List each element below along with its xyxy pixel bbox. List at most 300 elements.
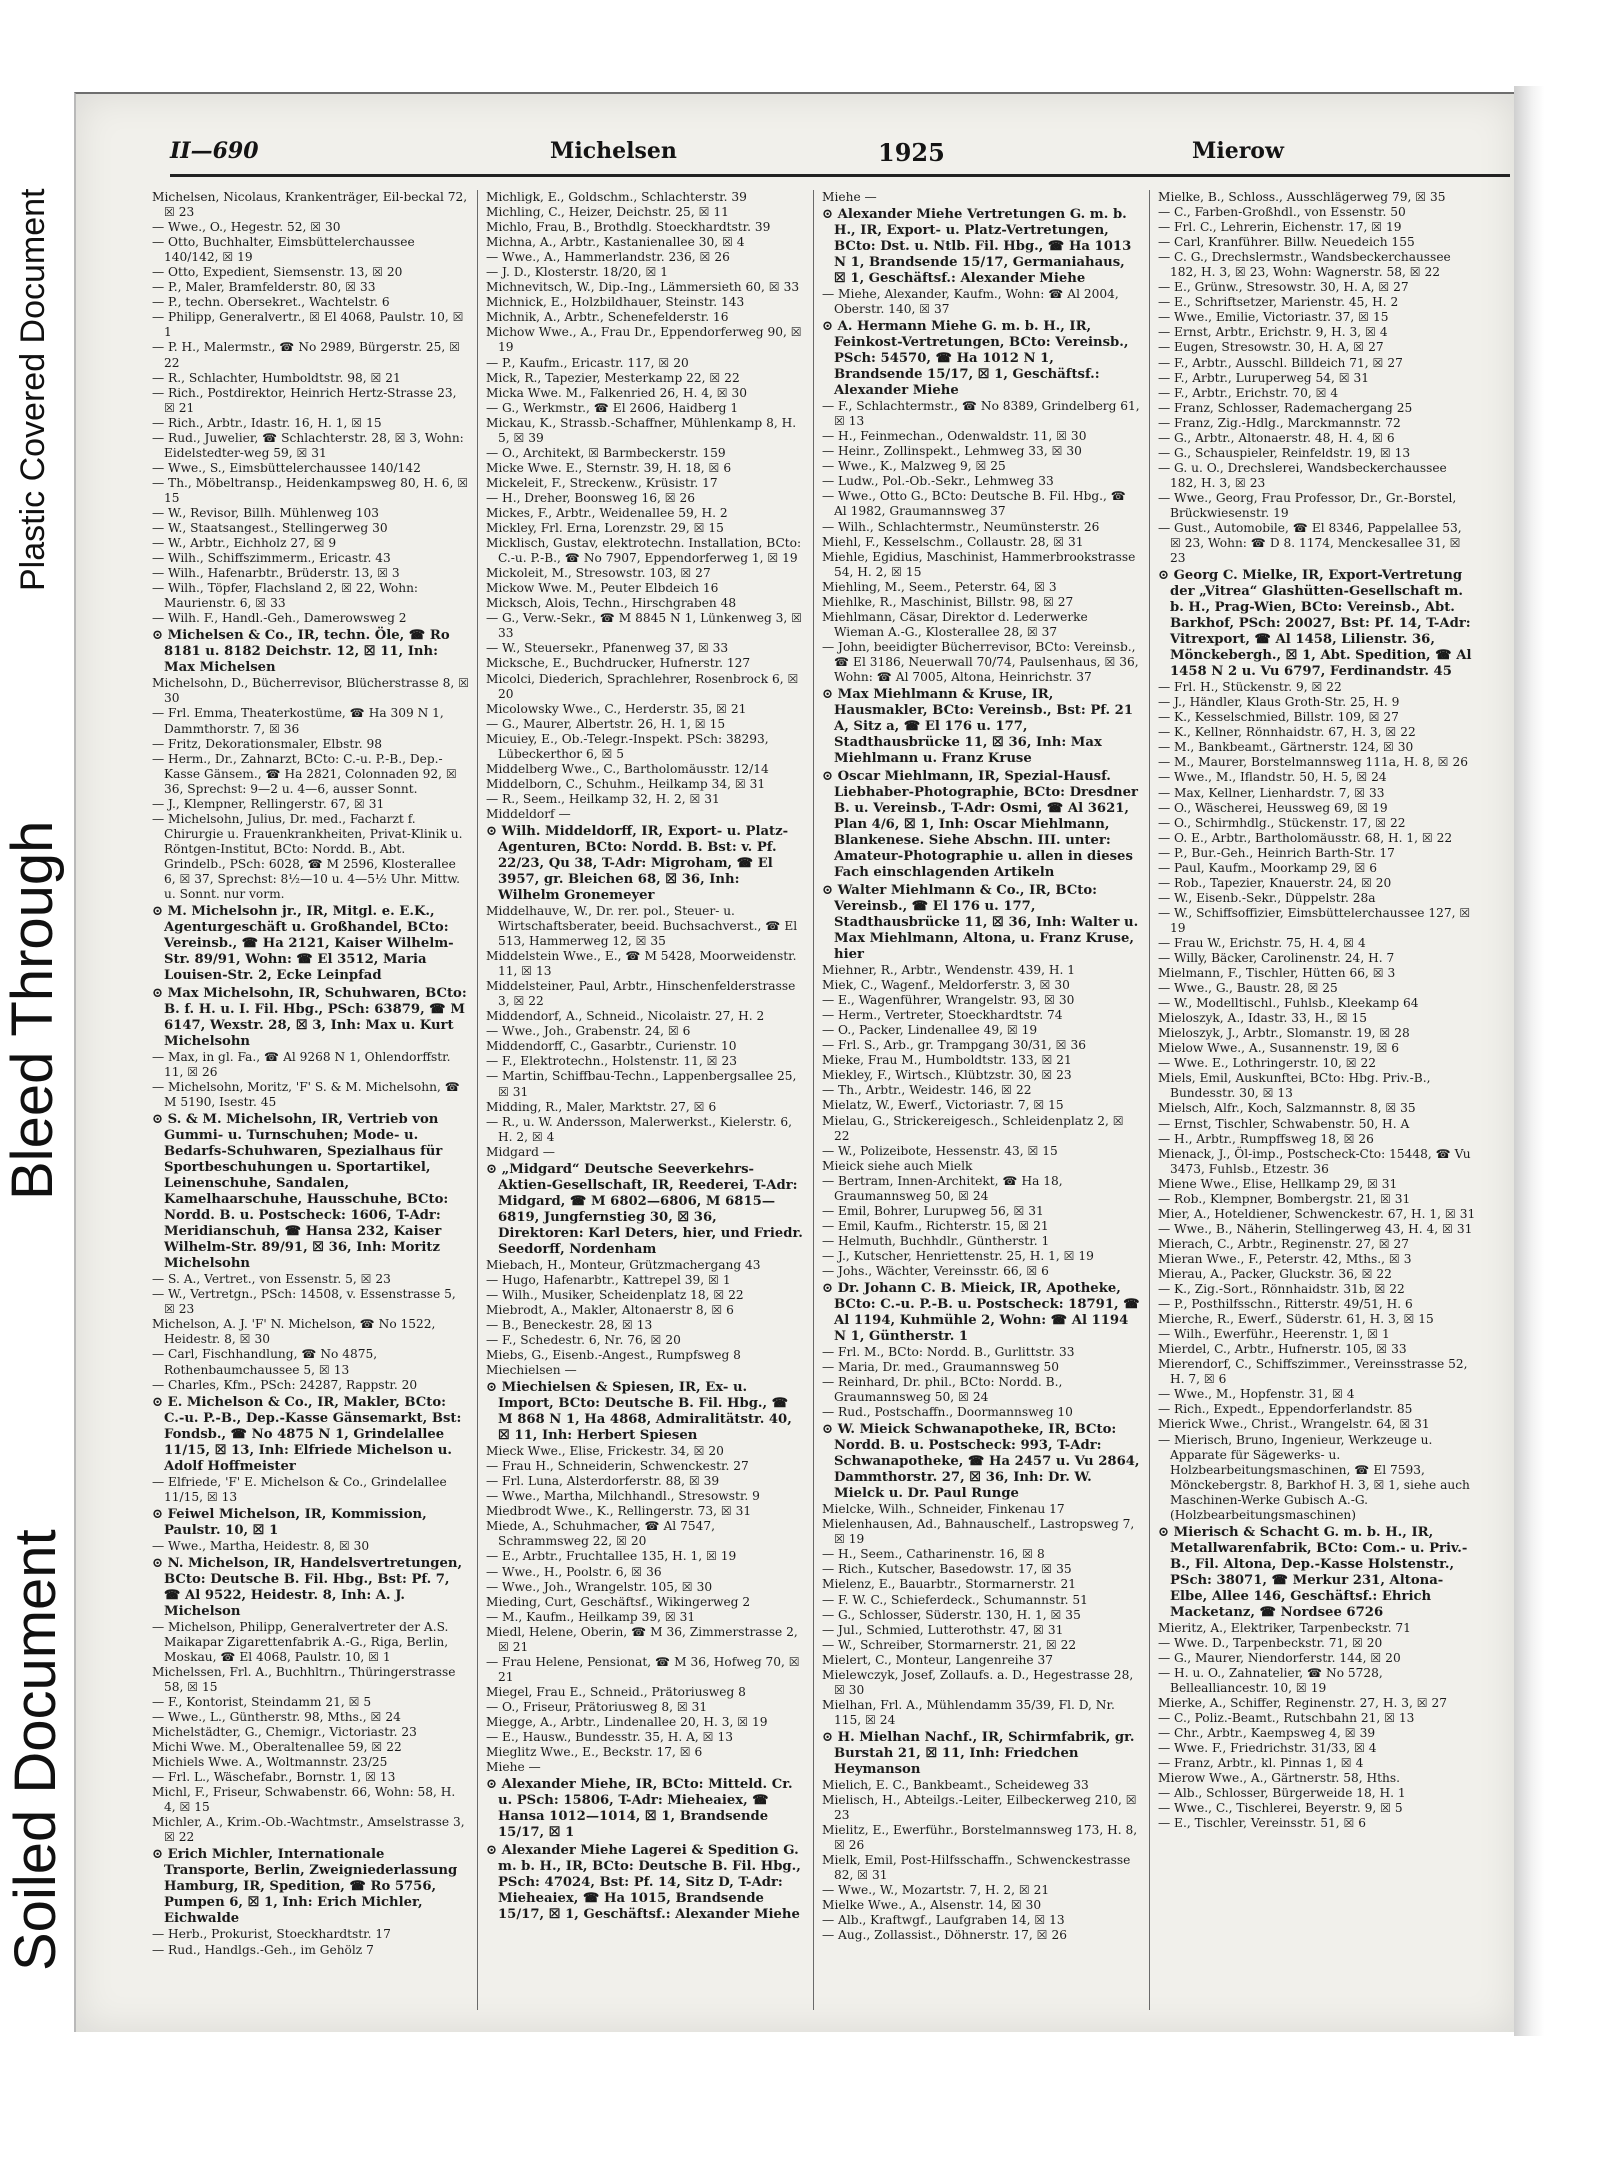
directory-entry: — O., Schirmhdlg., Stückenstr. 17, ☒ 22 — [1158, 815, 1406, 830]
directory-entry: Michelson, A. J. 'F' N. Michelson, ☎ No 1522, Heidestr. 8, ☒ 30 — [152, 1317, 436, 1347]
directory-entry: Miehl, F., Kesselschm., Collaustr. 28, ☒ 31 — [822, 534, 1084, 549]
directory-entry: — G., Maurer, Albertstr. 26, H. 1, ☒ 15 — [486, 716, 726, 731]
directory-entry: — Herm., Dr., Zahnarzt, BCto: C.-u. P.-B., Dep.-Kasse Gänsem., ☎ Ha 2821, Colonnaden 92, ☒ 36, Sprechst: 9—2 u. 4—6, ausser Sonnt. — [152, 751, 457, 796]
directory-entry: — F., Arbtr., Erichstr. 70, ☒ 4 — [1158, 385, 1339, 400]
directory-entry: — Alb., Kraftwgf., Laufgraben 14, ☒ 13 — [822, 1913, 1065, 1928]
directory-entry: — C., Poliz.-Beamt., Rutschbahn 21, ☒ 13 — [1158, 1711, 1415, 1726]
directory-entry: Mielenhausen, Ad., Bahnauschelf., Lastropsweg 7, ☒ 19 — [822, 1517, 1135, 1547]
directory-entry: — M., Maurer, Borstelmannsweg 111a, H. 8, ☒ 26 — [1158, 755, 1468, 770]
directory-entry: — F., Arbtr., Luruperweg 54, ☒ 31 — [1158, 370, 1370, 385]
directory-entry: — W., Staatsangest., Stellingerweg 30 — [152, 521, 388, 536]
directory-entry: — Emil, Bohrer, Lurupweg 56, ☒ 31 — [822, 1203, 1044, 1218]
directory-entry: — Wilh., Schlachtermstr., Neumünsterstr. 26 — [822, 519, 1100, 534]
directory-entry: — W., Revisor, Billh. Mühlenweg 103 — [152, 505, 380, 520]
directory-entry: — Franz, Schlosser, Rademachergang 25 — [1158, 400, 1413, 415]
directory-entry: — Herb., Prokurist, Stoeckhardtstr. 17 — [152, 1927, 391, 1942]
directory-entry: Mielke, B., Schloss., Ausschlägerweg 79, ☒ 35 — [1158, 190, 1446, 204]
directory-entry: — Gust., Automobile, ☎ El 8346, Pappelallee 53, ☒ 23, Wohn: ☎ D 8. 1174, Menckesallee 31, ☒ 23 — [1158, 521, 1462, 566]
directory-entry: — G., Arbtr., Altonaerstr. 48, H. 4, ☒ 6 — [1158, 430, 1395, 445]
directory-entry: — Wilh., Musiker, Scheidenplatz 18, ☒ 22 — [486, 1287, 744, 1302]
directory-entry: — Rich., Postdirektor, Heinrich Hertz-Strasse 23, ☒ 21 — [152, 385, 457, 415]
directory-entry: Michelsohn, D., Bücherrevisor, Blücherstrasse 8, ☒ 30 — [152, 676, 470, 706]
directory-entry: Mickow Wwe. M., Peuter Elbdeich 16 — [486, 581, 719, 596]
directory-entry: — F., Arbtr., Ausschl. Billdeich 71, ☒ 27 — [1158, 355, 1403, 370]
directory-entry: — Wilh., Schiffszimmerm., Ericastr. 43 — [152, 551, 391, 566]
directory-entry: Middelborn, C., Schuhm., Heilkamp 34, ☒ 31 — [486, 776, 766, 791]
directory-entry: — P., Bur.-Geh., Heinrich Barth-Str. 17 — [1158, 845, 1395, 860]
directory-entry: — Max, in gl. Fa., ☎ Al 9268 N 1, Ohlendorffstr. 11, ☒ 26 — [152, 1050, 451, 1080]
directory-entry: Micke Wwe. E., Sternstr. 39, H. 18, ☒ 6 — [486, 460, 732, 475]
directory-entry: — Rud., Juwelier, ☎ Schlachterstr. 28, ☒ 3, Wohn: Eidelstedter-weg 59, ☒ 31 — [152, 430, 464, 460]
directory-entry: — W., Polizeibote, Hessenstr. 43, ☒ 15 — [822, 1143, 1058, 1158]
directory-column-1 — [152, 190, 470, 2020]
directory-entry: Mickeleit, F., Streckenw., Krüsistr. 17 — [486, 475, 718, 490]
directory-entry: — Rich., Expedt., Eppendorferlandstr. 85 — [1158, 1402, 1413, 1417]
directory-entry: — Frl. C., Lehrerin, Eichenstr. 17, ☒ 19 — [1158, 220, 1402, 235]
directory-entry: — Wwe., M., Iflandstr. 50, H. 5, ☒ 24 — [1158, 770, 1387, 785]
directory-entry: — K., Kesselschmied, Billstr. 109, ☒ 27 — [1158, 710, 1399, 725]
directory-entry: — H., Feinmechan., Odenwaldstr. 11, ☒ 30 — [822, 429, 1087, 444]
directory-entry: — Eugen, Stresowstr. 30, H. A, ☒ 27 — [1158, 340, 1384, 355]
directory-entry: Mierach, C., Arbtr., Reginenstr. 27, ☒ 27 — [1158, 1236, 1410, 1251]
directory-entry: — Heinr., Zollinspekt., Lehmweg 33, ☒ 30 — [822, 444, 1082, 459]
directory-entry: — Wwe. D., Tarpenbeckstr. 71, ☒ 20 — [1158, 1635, 1383, 1650]
directory-entry: — P. H., Malermstr., ☎ No 2989, Bürgerstr. 25, ☒ 22 — [152, 340, 461, 370]
directory-entry: — Paul, Kaufm., Moorkamp 29, ☒ 6 — [1158, 860, 1378, 875]
directory-entry: ⊙ Georg C. Mielke, IR, Export-Vertretung der „Vitrea“ Glashütten-Gesellschaft m. b. H., Prag-Wien, BCto: Vereinsb., Abt. Barkhof, PSch: 20027, Bst: Pf. 14, T-Adr: Vitrexport, ☎ Al 1458, Lilienstr. 36, Mönckebergh., ☒ 1, Abt. Spedition, ☎ Al 1458 N 2 u. Vu 6797, Ferdinandstr. 45 — [1158, 568, 1472, 680]
column-divider — [1149, 190, 1150, 2010]
directory-entry: — J., Kutscher, Henriettenstr. 25, H. 1, ☒ 19 — [822, 1248, 1094, 1263]
directory-entry: — Charles, Kfm., PSch: 24287, Rappstr. 20 — [152, 1377, 418, 1392]
directory-entry: ⊙ Alexander Miehe Lagerei & Spedition G. m. b. H., IR, BCto: Deutsche B. Fil. Hbg., PSch: 47024, Bst: Pf. 14, Sitz D, T-Adr: Mieheaiex, ☎ Ha 1015, Brandsende 15/17, ☒ 1, Geschäftsf.: Alexander Miehe — [486, 1843, 801, 1923]
directory-entry: — Wwe., A., Hammerlandstr. 236, ☒ 26 — [486, 250, 730, 265]
directory-entry: — Wilh., Ewerführ., Heerenstr. 1, ☒ 1 — [1158, 1327, 1390, 1342]
page-header — [170, 138, 1510, 178]
directory-entry: — Wilh., Töpfer, Flachsland 2, ☒ 22, Wohn: Maurienstr. 6, ☒ 33 — [152, 581, 419, 611]
directory-entry: — Rich., Arbtr., Idastr. 16, H. 1, ☒ 15 — [152, 415, 382, 430]
directory-entry: — R., Seem., Heilkamp 32, H. 2, ☒ 31 — [486, 791, 720, 806]
directory-entry: — C., Farben-Großhdl., von Essenstr. 50 — [1158, 205, 1406, 220]
directory-entry: — Willy, Bäcker, Carolinenstr. 24, H. 7 — [1158, 951, 1395, 966]
directory-entry: Mierow Wwe., A., Gärtnerstr. 58, Hths. — [1158, 1771, 1401, 1786]
directory-entry: — Aug., Zollassist., Döhnerstr. 17, ☒ 26 — [822, 1928, 1067, 1943]
directory-entry: Mielitz, E., Ewerführ., Borstelmannsweg 173, H. 8, ☒ 26 — [822, 1823, 1138, 1853]
directory-entry: — F. W. C., Schieferdeck., Schumannstr. 51 — [822, 1592, 1088, 1607]
directory-entry: ⊙ Alexander Miehe Vertretungen G. m. b. H., IR, Export- u. Platz-Vertretungen, BCto: Dst. u. Ntlb. Fil. Hbg., ☎ Ha 1013 N 1, Brandsende 15/17, Germaniahaus, ☒ 1, Geschäftsf.: Alexander Miehe — [822, 207, 1132, 287]
directory-entry: — O., Wäscherei, Heussweg 69, ☒ 19 — [1158, 800, 1388, 815]
directory-entry: — E., Grünw., Stresowstr. 30, H. A, ☒ 27 — [1158, 280, 1409, 295]
directory-entry: Mielewczyk, Josef, Zollaufs. a. D., Hegestrasse 28, ☒ 30 — [822, 1667, 1134, 1697]
directory-entry: — Franz, Arbtr., kl. Pinnas 1, ☒ 4 — [1158, 1756, 1364, 1771]
directory-entry: — E., Wagenführer, Wrangelstr. 93, ☒ 30 — [822, 993, 1075, 1008]
page-edge — [1514, 86, 1544, 2036]
directory-entry: — Wwe. F., Friedrichstr. 31/33, ☒ 4 — [1158, 1741, 1377, 1756]
directory-entry: ⊙ Miechielsen & Spiesen, IR, Ex- u. Import, BCto: Deutsche B. Fil. Hbg., ☎ M 868 N 1, Ha 4868, Admiralitätstr. 40, ☒ 11, Inh: Herbert Spiesen — [486, 1380, 792, 1444]
directory-entry: ⊙ „Midgard“ Deutsche Seeverkehrs-Aktien-Gesellschaft, IR, Reederei, T-Adr: Midgard, ☎ M 6802—6806, M 6815—6819, Jungfernstieg 30, ☒ 36, Direktoren: Karl Deters, hier, und Friedr. Seedorff, Nordenham — [486, 1161, 803, 1257]
directory-entry: Mierdel, C., Arbtr., Hufnerstr. 105, ☒ 33 — [1158, 1342, 1407, 1357]
directory-entry: — Wwe., K., Malzweg 9, ☒ 25 — [822, 459, 1006, 474]
directory-entry: Mieloszyk, A., Idastr. 33, H., ☒ 15 — [1158, 1011, 1368, 1026]
directory-entry: Michow Wwe., A., Frau Dr., Eppendorferweg 90, ☒ 19 — [486, 325, 802, 355]
directory-entry: — Elfriede, 'F' E. Michelson & Co., Grindelallee 11/15, ☒ 13 — [152, 1474, 447, 1504]
directory-entry: Mielcke, Wilh., Schneider, Finkenau 17 — [822, 1502, 1065, 1517]
directory-entry: Mier, A., Hoteldiener, Schwenckestr. 67, H. 1, ☒ 31 — [1158, 1206, 1476, 1221]
directory-entry: — Wwe., M., Hopfenstr. 31, ☒ 4 — [1158, 1387, 1355, 1402]
directory-entry: — Jul., Schmied, Lutterothstr. 47, ☒ 31 — [822, 1622, 1064, 1637]
directory-entry: — W., Eisenb.-Sekr., Düppelstr. 28a — [1158, 890, 1376, 905]
directory-entry: Mielau, G., Strickereigesch., Schleidenplatz 2, ☒ 22 — [822, 1113, 1124, 1143]
directory-entry: Michligk, E., Goldschm., Schlachterstr. 39 — [486, 190, 747, 204]
directory-entry: — Frl. H., Stückenstr. 9, ☒ 22 — [1158, 680, 1342, 695]
directory-entry: ⊙ M. Michelsohn jr., IR, Mitgl. e. E.K., Agenturgeschäft u. Großhandel, BCto: Vereinsb., ☎ Ha 2121, Kaiser Wilhelm-Str. 89/91, Wohn: ☎ El 3512, Maria Louisen-Str. 2, Ecke Leinpfad — [152, 904, 454, 984]
directory-entry: — F., Kontorist, Steindamm 21, ☒ 5 — [152, 1695, 372, 1709]
directory-entry: Michnevitsch, W., Dip.-Ing., Lämmersieth 60, ☒ 33 — [486, 280, 800, 295]
directory-entry: Mieglitz Wwe., E., Beckstr. 17, ☒ 6 — [486, 1745, 703, 1760]
header-year: 1925 — [878, 138, 945, 167]
directory-entry: Michiels Wwe. A., Woltmannstr. 23/25 — [152, 1755, 388, 1770]
directory-entry: Mielenz, E., Bauarbtr., Stormarnerstr. 21 — [822, 1577, 1077, 1592]
directory-entry: — Rud., Postschaffn., Doormannsweg 10 — [822, 1405, 1073, 1420]
directory-entry: — Michelson, Philipp, Generalvertreter der A.S. Maikapar Zigarettenfabrik A.-G., Riga, Berlin, Moskau, ☎ El 4068, Paulstr. 10, ☒ 1 — [152, 1619, 449, 1664]
directory-column-3 — [822, 190, 1140, 2020]
directory-entry: — Wilh., Hafenarbtr., Brüderstr. 13, ☒ 3 — [152, 566, 400, 581]
directory-entry: — H. u. O., Zahnatelier, ☎ No 5728, Bellealliancestr. 10, ☒ 19 — [1158, 1665, 1383, 1695]
directory-entry: Michler, A., Krim.-Ob.-Wachtmstr., Amselstrasse 3, ☒ 22 — [152, 1815, 465, 1845]
header-last-name: Mierow — [1192, 138, 1284, 164]
directory-entry: — Frau W., Erichstr. 75, H. 4, ☒ 4 — [1158, 935, 1366, 950]
directory-entry: Mickoleit, M., Stresowstr. 103, ☒ 27 — [486, 566, 711, 581]
directory-entry: — E., Tischler, Vereinsstr. 51, ☒ 6 — [1158, 1816, 1367, 1831]
directory-entry: — Wwe., O., Hegestr. 52, ☒ 30 — [152, 220, 341, 235]
directory-entry: — Miehe, Alexander, Kaufm., Wohn: ☎ Al 2004, Oberstr. 140, ☒ 37 — [822, 287, 1119, 317]
directory-entry: Michnik, A., Arbtr., Schenefelderstr. 16 — [486, 310, 729, 325]
directory-entry: Mickley, Frl. Erna, Lorenzstr. 29, ☒ 15 — [486, 521, 724, 536]
directory-entry: — Wwe., S., Eimsbüttelerchaussee 140/142 — [152, 460, 421, 475]
directory-entry: Micksche, E., Buchdrucker, Hufnerstr. 127 — [486, 656, 751, 671]
directory-entry: — Chr., Arbtr., Kaempsweg 4, ☒ 39 — [1158, 1726, 1376, 1741]
directory-entry: Michl, F., Friseur, Schwabenstr. 66, Wohn: 58, H. 4, ☒ 15 — [152, 1785, 456, 1815]
directory-entry: — G., Maurer, Niendorferstr. 144, ☒ 20 — [1158, 1650, 1401, 1665]
directory-entry: Micksch, Alois, Techn., Hirschgraben 48 — [486, 596, 737, 611]
column-divider — [813, 190, 814, 2010]
directory-entry: — B., Beneckestr. 28, ☒ 13 — [486, 1317, 653, 1332]
directory-entry: — Ludw., Pol.-Ob.-Sekr., Lehmweg 33 — [822, 474, 1054, 489]
directory-entry: — Wwe. E., Lothringerstr. 10, ☒ 22 — [1158, 1056, 1377, 1071]
directory-entry: — S. A., Vertret., von Essenstr. 5, ☒ 23 — [152, 1272, 391, 1287]
directory-entry: ⊙ Max Michelsohn, IR, Schuhwaren, BCto: B. f. H. u. I. Fil. Hbg., PSch: 63879, ☎ M 6147, Wexstr. 28, ☒ 3, Inh: Max u. Kurt Michelsohn — [152, 986, 467, 1050]
directory-entry: Mickau, K., Strassb.-Schaffner, Mühlenkamp 8, H. 5, ☒ 39 — [486, 415, 797, 445]
directory-entry: Micuiey, E., Ob.-Telegr.-Inspekt. PSch: 38293, Lübeckerthor 6, ☒ 5 — [486, 731, 769, 761]
directory-entry: ⊙ Oscar Miehlmann, IR, Spezial-Hausf. Liebhaber-Photographie, BCto: Dresdner B. u. Vereinsb., T-Adr: Osmi, ☎ Al 3621, Plan 4/6, ☒ 1, Inh: Oscar Miehlmann, Blankenese. Siehe Abschn. III. unter: Amateur-Photographie u. allen in dieses Fach einschlagenden Artikeln — [822, 769, 1138, 881]
directory-entry: — Fritz, Dekorationsmaler, Elbstr. 98 — [152, 736, 383, 751]
directory-entry: — W., Vertretgn., PSch: 14508, v. Essenstrasse 5, ☒ 23 — [152, 1287, 456, 1317]
directory-entry: — O., Friseur, Prätoriusweg 8, ☒ 31 — [486, 1699, 708, 1714]
directory-entry: Mielk, Emil, Post-Hilfsschaffn., Schwenckestrasse 82, ☒ 31 — [822, 1853, 1131, 1883]
directory-entry: Miegel, Frau E., Schneid., Prätoriusweg 8 — [486, 1684, 746, 1699]
directory-entry: ⊙ Max Miehlmann & Kruse, IR, Hausmakler, BCto: Vereinsb., Bst: Pf. 21 A, Sitz a, ☎ El 176 u. 177, Stadthausbrücke 11, ☒ 36, Inh: Max Miehlmann u. Franz Kruse — [822, 687, 1133, 767]
directory-entry: Mierendorf, C., Schiffszimmer., Vereinsstrasse 52, H. 7, ☒ 6 — [1158, 1357, 1468, 1387]
directory-entry: — Wwe., Martha, Heidestr. 8, ☒ 30 — [152, 1538, 370, 1553]
directory-entry: — Wwe., Martha, Milchhandl., Stresowstr. 9 — [486, 1489, 760, 1504]
directory-entry: Mielke Wwe., A., Alsenstr. 14, ☒ 30 — [822, 1898, 1042, 1913]
directory-entry: — Helmuth, Buchhdlr., Güntherstr. 1 — [822, 1233, 1050, 1248]
directory-entry: — E., Schriftsetzer, Marienstr. 45, H. 2 — [1158, 295, 1399, 310]
directory-entry: Middelstein Wwe., E., ☎ M 5428, Moorweidenstr. 11, ☒ 13 — [486, 949, 797, 979]
directory-entry: Micka Wwe. M., Falkenried 26, H. 4, ☒ 30 — [486, 385, 748, 400]
directory-entry: Mierke, A., Schiffer, Reginenstr. 27, H. 3, ☒ 27 — [1158, 1696, 1448, 1711]
directory-entry: — E., Arbtr., Fruchtallee 135, H. 1, ☒ 19 — [486, 1549, 737, 1564]
directory-entry: — Franz, Zig.-Hdlg., Marckmannstr. 72 — [1158, 415, 1401, 430]
directory-entry: Mienack, J., Öl-imp., Postscheck-Cto: 15448, ☎ Vu 3473, Fuhlsb., Etzestr. 36 — [1158, 1146, 1471, 1176]
directory-entry: — Michelsohn, Julius, Dr. med., Facharzt f. Chirurgie u. Frauenkrankheiten, Privat-Klinik u. Röntgen-Institut, BCto: Nordd. B., Abt. Grindelb., PSch: 6028, ☎ M 2596, Klosterallee 6, ☒ 37, Sprechst: 8½—10 u. 4—5½ Uhr. Mittw. u. Sonnt. nur vorm. — [152, 811, 463, 902]
directory-entry: Miedbrodt Wwe., K., Rellingerstr. 73, ☒ 31 — [486, 1504, 752, 1519]
directory-entry: ⊙ Dr. Johann C. B. Mieick, IR, Apotheke, BCto: C.-u. P.-B. u. Postscheck: 18791, ☎ Al 1194, Kuhmühle 2, Wohn: ☎ Al 1194 N 1, Güntherstr. 1 — [822, 1281, 1140, 1345]
directory-entry: Miedl, Helene, Oberin, ☎ M 36, Zimmerstrasse 2, ☒ 21 — [486, 1624, 798, 1654]
directory-entry: Midgard — — [486, 1144, 555, 1159]
directory-entry: — G., Verw.-Sekr., ☎ M 8845 N 1, Lünkenweg 3, ☒ 33 — [486, 611, 803, 641]
directory-entry: Mickes, F., Arbtr., Weidenallee 59, H. 2 — [486, 505, 728, 520]
directory-entry: — Rud., Handlgs.-Geh., im Gehölz 7 — [152, 1942, 374, 1957]
directory-entry: Mierau, A., Packer, Gluckstr. 36, ☒ 22 — [1158, 1267, 1392, 1281]
directory-entry: Mielisch, H., Abteilgs.-Leiter, Eilbeckerweg 210, ☒ 23 — [822, 1793, 1137, 1823]
directory-entry: Mieding, Curt, Geschäftsf., Wikingerweg 2 — [486, 1594, 751, 1609]
directory-entry: Middelhauve, W., Dr. rer. pol., Steuer- u. Wirtschaftsberater, beeid. Buchsachverst., ☎ El 513, Hammerweg 12, ☒ 35 — [486, 903, 798, 949]
column-divider — [477, 190, 478, 2010]
directory-entry: ⊙ Walter Miehlmann & Co., IR, BCto: Vereinsb., ☎ El 176 u. 177, Stadthausbrücke 11, ☒ 36, Inh: Walter u. Max Miehlmann, Altona, u. Franz Kruse, hier — [822, 883, 1139, 963]
directory-entry: Mielhan, Frl. A., Mühlendamm 35/39, Fl. D, Nr. 115, ☒ 24 — [822, 1697, 1115, 1727]
directory-entry: Middeldorf — — [486, 806, 571, 821]
directory-entry: Miede, A., Schuhmacher, ☎ Al 7547, Schrammsweg 22, ☒ 20 — [486, 1519, 715, 1549]
directory-entry: — Reinhard, Dr. phil., BCto: Nordd. B., Graumannsweg 50, ☒ 24 — [822, 1375, 1063, 1405]
directory-entry: — E., Hausw., Bundesstr. 35, H. A, ☒ 13 — [486, 1730, 733, 1745]
directory-entry: Miehlmann, Cäsar, Direktor d. Lederwerke Wieman A.-G., Klosterallee 28, ☒ 37 — [822, 609, 1088, 639]
directory-entry: ⊙ Alexander Miehe, IR, BCto: Mitteld. Cr. u. PSch: 15806, T-Adr: Mieheaiex, ☎ Hansa 1012—1014, ☒ 1, Brandsende 15/17, ☒ 1 — [486, 1777, 793, 1841]
directory-entry: — O., Architekt, ☒ Barmbeckerstr. 159 — [486, 445, 726, 460]
directory-entry: Miehe — — [486, 1760, 541, 1775]
directory-entry: — John, beeidigter Bücherrevisor, BCto: Vereinsb., ☎ El 3186, Neuerwall 70/74, Paulsenhaus, ☒ 36, Wohn: ☎ Al 7005, Altona, Heinrichstr. 37 — [822, 639, 1139, 684]
directory-entry: — O. E., Arbtr., Bartholomäusstr. 68, H. 1, ☒ 22 — [1158, 830, 1453, 845]
directory-entry: ⊙ Erich Michler, Internationale Transporte, Berlin, Zweigniederlassung Hamburg, IR, Spedition, ☎ Ro 5756, Pumpen 6, ☒ 1, Inh: Erich Michler, Eichwalde — [152, 1847, 458, 1927]
directory-entry: — Frl. S., Arb., gr. Trampgang 30/31, ☒ 36 — [822, 1038, 1086, 1053]
directory-entry: — P., Posthilfsschn., Ritterstr. 49/51, H. 6 — [1158, 1297, 1413, 1312]
directory-entry: Mieran Wwe., F., Peterstr. 42, Mths., ☒ 3 — [1158, 1251, 1412, 1266]
directory-entry: — Hugo, Hafenarbtr., Kattrepel 39, ☒ 1 — [486, 1272, 731, 1287]
directory-entry: ⊙ Wilh. Middeldorff, IR, Export- u. Platz-Agenturen, BCto: Nordd. B. Bst: v. Pf. 22/23, Qu 38, T-Adr: Migroham, ☎ El 3957, gr. Bleichen 68, ☒ 36, Inh: Wilhelm Gronemeyer — [486, 823, 789, 903]
directory-entry: — G. u. O., Drechslerei, Wandsbeckerchaussee 182, H. 3, ☒ 23 — [1158, 460, 1447, 490]
directory-entry: — Frl. L., Wäschefabr., Bornstr. 1, ☒ 13 — [152, 1770, 396, 1785]
directory-entry: ⊙ E. Michelson & Co., IR, Makler, BCto: C.-u. P.-B., Dep.-Kasse Gänsemarkt, Bst: Fondsb., ☎ No 4875 N 1, Grindelallee 11/15, ☒ 13, Inh: Elfriede Michelson u. Adolf Hoffmeister — [152, 1394, 462, 1474]
directory-entry: — Ernst, Arbtr., Erichstr. 9, H. 3, ☒ 4 — [1158, 325, 1388, 340]
directory-entry: — F., Schlachtermstr., ☎ No 8389, Grindelberg 61, ☒ 13 — [822, 399, 1140, 429]
directory-entry: Miels, Emil, Auskunftei, BCto: Hbg. Priv.-B., Bundesstr. 30, ☒ 13 — [1158, 1071, 1431, 1101]
directory-entry: — Frl. Emma, Theaterkostüme, ☎ Ha 309 N 1, Dammthorstr. 7, ☒ 36 — [152, 706, 444, 736]
archive-stamps — [0, 0, 70, 2177]
directory-entry: ⊙ H. Mielhan Nachf., IR, Schirmfabrik, gr. Burstah 21, ☒ 11, Inh: Friedchen Heymanson — [822, 1729, 1135, 1777]
directory-entry: Michelstädter, G., Chemigr., Victoriastr. 23 — [152, 1725, 417, 1740]
directory-entry: — Otto, Expedient, Siemsenstr. 13, ☒ 20 — [152, 265, 403, 280]
directory-entry: Mieick siehe auch Mielk — [822, 1158, 973, 1173]
directory-entry: — Wwe., W., Mozartstr. 7, H. 2, ☒ 21 — [822, 1883, 1050, 1898]
directory-entry: Middelsteiner, Paul, Arbtr., Hinschenfelderstrasse 3, ☒ 22 — [486, 979, 796, 1009]
directory-entry: — H., Arbtr., Rumpffsweg 18, ☒ 26 — [1158, 1131, 1374, 1146]
directory-entry: Mierick Wwe., Christ., Wrangelstr. 64, ☒ 31 — [1158, 1417, 1430, 1432]
directory-entry: ⊙ Mierisch & Schacht G. m. b. H., IR, Metallwarenfabrik, BCto: Com.- u. Priv.-B., Fil. Altona, Dep.-Kasse Holstenstr., PSch: 38071, ☎ Merkur 231, Altona-Elbe, Allee 146, Geschäftsf.: Ehrich Macketanz, ☎ Nordsee 6726 — [1158, 1524, 1468, 1620]
stamp-bleed-through: Bleed Through — [0, 820, 65, 1200]
directory-entry: — C. G., Drechslermstr., Wandsbeckerchaussee 182, H. 3, ☒ 23, Wohn: Wagnerstr. 58, ☒ 22 — [1158, 250, 1451, 280]
directory-entry: Michna, A., Arbtr., Kastanienallee 30, ☒ 4 — [486, 235, 745, 250]
directory-entry: Miehlke, R., Maschinist, Billstr. 98, ☒ 27 — [822, 594, 1074, 609]
directory-entry: — Rob., Tapezier, Knauerstr. 24, ☒ 20 — [1158, 875, 1392, 890]
directory-entry: ⊙ S. & M. Michelsohn, IR, Vertrieb von Gummi- u. Turnschuhen; Mode- u. Bedarfs-Schuhwaren, Spezialhaus für Sportbeschuhungen u. Sportartikel, Leinenschuhe, Sandalen, Kamelhaarschuhe, Hausschuhe, BCto: Nordd. B. u. Postscheck: 1606, T-Adr: Meridianschuh, ☎ Hansa 232, Kaiser Wilhelm-Str. 89/91, ☒ 36, Inh: Moritz Michelsohn — [152, 1112, 449, 1272]
directory-entry: — Frau Helene, Pensionat, ☎ M 36, Hofweg 70, ☒ 21 — [486, 1654, 800, 1684]
directory-entry: — H., Dreher, Boonsweg 16, ☒ 26 — [486, 490, 696, 505]
directory-entry: — Wwe., Otto G., BCto: Deutsche B. Fil. Hbg., ☎ Al 1982, Graumannsweg 37 — [822, 489, 1126, 519]
directory-entry: Mielich, E. C., Bankbeamt., Scheideweg 33 — [822, 1777, 1089, 1792]
directory-entry: Mielatz, W., Ewerf., Victoriastr. 7, ☒ 15 — [822, 1098, 1064, 1113]
directory-entry: Miebs, G., Eisenb.-Angest., Rumpfsweg 8 — [486, 1348, 741, 1363]
stamp-plastic-covered: Plastic Covered Document — [14, 188, 52, 592]
directory-entry: — J. D., Klosterstr. 18/20, ☒ 1 — [486, 265, 669, 280]
directory-entry: Miene Wwe., Elise, Hellkamp 29, ☒ 31 — [1158, 1176, 1398, 1191]
directory-entry: — H., Seem., Catharinenstr. 16, ☒ 8 — [822, 1547, 1045, 1562]
directory-entry: — F., Elektrotechn., Holstenstr. 11, ☒ 23 — [486, 1054, 737, 1069]
directory-column-4 — [1158, 190, 1476, 2020]
directory-entry: — Martin, Schiffbau-Techn., Lappenbergsallee 25, ☒ 31 — [486, 1069, 797, 1099]
directory-entry: Michnick, E., Holzbildhauer, Steinstr. 143 — [486, 295, 745, 310]
directory-entry: — Wwe., B., Näherin, Stellingerweg 43, H. 4, ☒ 31 — [1158, 1221, 1473, 1236]
directory-entry: — Frl. M., BCto: Nordd. B., Gurlittstr. 33 — [822, 1345, 1075, 1360]
directory-entry: — W., Schiffsoffizier, Eimsbüttelerchaussee 127, ☒ 19 — [1158, 905, 1471, 935]
directory-entry: — Wwe., C., Tischlerei, Beyerstr. 9, ☒ 5 — [1158, 1801, 1403, 1816]
directory-entry: — Wwe., H., Poolstr. 6, ☒ 36 — [486, 1564, 662, 1579]
directory-entry: — Wwe., Joh., Wrangelstr. 105, ☒ 30 — [486, 1579, 713, 1594]
directory-entry: Middelberg Wwe., C., Bartholomäusstr. 12/14 — [486, 761, 769, 776]
directory-entry: Mielert, C., Monteur, Langenreihe 37 — [822, 1652, 1053, 1667]
directory-entry: Mielmann, F., Tischler, Hütten 66, ☒ 3 — [1158, 966, 1396, 981]
directory-entry: — Rob., Klempner, Bombergstr. 21, ☒ 31 — [1158, 1191, 1411, 1206]
directory-entry: — Carl, Fischhandlung, ☎ No 4875, Rothenbaumchaussee 5, ☒ 13 — [152, 1347, 378, 1377]
directory-entry: Micolowsky Wwe., C., Herderstr. 35, ☒ 21 — [486, 701, 747, 716]
directory-entry: — G., Schauspieler, Reinfeldstr. 19, ☒ 13 — [1158, 445, 1411, 460]
page-number: II—690 — [170, 138, 259, 164]
directory-entry: — Emil, Kaufm., Richterstr. 15, ☒ 21 — [822, 1218, 1049, 1233]
directory-entry: — P., Kaufm., Ericastr. 117, ☒ 20 — [486, 355, 689, 370]
directory-entry: — Rich., Kutscher, Basedowstr. 17, ☒ 35 — [822, 1562, 1072, 1577]
directory-entry: — R., u. W. Andersson, Malerwerkst., Kielerstr. 6, H. 2, ☒ 4 — [486, 1114, 793, 1144]
directory-entry: Miehe — — [822, 190, 877, 204]
directory-entry: — J., Händler, Klaus Groth-Str. 25, H. 9 — [1158, 695, 1400, 710]
directory-entry: Miekley, F., Wirtsch., Klübtzstr. 30, ☒ 23 — [822, 1068, 1072, 1083]
directory-entry: — J., Klempner, Rellingerstr. 67, ☒ 31 — [152, 796, 385, 811]
directory-entry: — W., Modelltischl., Fuhlsb., Kleekamp 64 — [1158, 996, 1419, 1011]
directory-entry: — K., Zig.-Sort., Rönnhaidstr. 31b, ☒ 22 — [1158, 1282, 1405, 1297]
directory-entry: — Johs., Wächter, Vereinsstr. 66, ☒ 6 — [822, 1263, 1049, 1278]
directory-entry: Michlo, Frau, B., Brothdlg. Stoeckhardtstr. 39 — [486, 220, 771, 235]
directory-entry: Miechielsen — — [486, 1363, 577, 1378]
directory-entry: Miebach, H., Monteur, Grützmachergang 43 — [486, 1257, 761, 1272]
directory-entry: Mieloszyk, J., Arbtr., Slomanstr. 19, ☒ 28 — [1158, 1026, 1410, 1041]
directory-page — [74, 92, 1516, 2032]
directory-entry: Michling, C., Heizer, Deichstr. 25, ☒ 11 — [486, 205, 729, 220]
directory-entry: Miehling, M., Seem., Peterstr. 64, ☒ 3 — [822, 579, 1057, 594]
header-first-name: Michelsen — [550, 138, 677, 164]
directory-entry: — Mierisch, Bruno, Ingenieur, Werkzeuge u. Apparate für Sägewerks- u. Holzbearbeitungsmaschinen, ☎ El 7593, Mönckebergstr. 8, Barkhof H. 3, ☒ 1, siehe auch Maschinen-Werke Gubisch A.-G. (Holzbearbeitungsmaschinen) — [1158, 1432, 1470, 1522]
directory-entry: Mielow Wwe., A., Susannenstr. 19, ☒ 6 — [1158, 1041, 1400, 1056]
directory-entry: Mierche, R., Ewerf., Süderstr. 61, H. 3, ☒ 15 — [1158, 1312, 1434, 1327]
directory-entry: ⊙ Michelsen & Co., IR, techn. Öle, ☎ Ro 8181 u. 8182 Deichstr. 12, ☒ 11, Inh: Max Michelsen — [152, 628, 450, 676]
stamp-soiled-document: Soiled Document — [3, 1529, 68, 1971]
directory-entry: — K., Kellner, Rönnhaidstr. 67, H. 3, ☒ 22 — [1158, 725, 1416, 740]
directory-entry: ⊙ W. Mieick Schwanapotheke, IR, BCto: Nordd. B. u. Postscheck: 993, T-Adr: Schwanapotheke, ☎ Ha 2457 u. Vu 2864, Dammthorstr. 27, ☒ 36, Inh: Dr. W. Mielck u. Dr. Paul Runge — [822, 1422, 1140, 1502]
directory-entry: Midding, R., Maler, Marktstr. 27, ☒ 6 — [486, 1099, 717, 1114]
directory-entry: — Maria, Dr. med., Graumannsweg 50 — [822, 1360, 1060, 1375]
directory-entry: — Alb., Schlosser, Bürgerweide 18, H. 1 — [1158, 1786, 1406, 1801]
directory-entry: — O., Packer, Lindenallee 49, ☒ 19 — [822, 1023, 1038, 1038]
directory-entry: ⊙ Feiwel Michelson, IR, Kommission, Paulstr. 10, ☒ 1 — [152, 1506, 427, 1538]
directory-entry: Michelssen, Frl. A., Buchhltrn., Thüringerstrasse 58, ☒ 15 — [152, 1664, 456, 1694]
directory-entry: Middendorf, A., Schneid., Nicolaistr. 27, H. 2 — [486, 1009, 765, 1024]
directory-entry: — Bertram, Innen-Architekt, ☎ Ha 18, Graumannsweg 50, ☒ 24 — [822, 1173, 1063, 1203]
directory-entry: Miek, C., Wagenf., Meldorferstr. 3, ☒ 30 — [822, 978, 1070, 993]
directory-entry: — P., Maler, Bramfelderstr. 80, ☒ 33 — [152, 280, 376, 295]
directory-entry: — Th., Arbtr., Weidestr. 146, ☒ 22 — [822, 1083, 1032, 1098]
directory-entry: — Ernst, Tischler, Schwabenstr. 50, H. A — [1158, 1116, 1410, 1131]
directory-entry: — Michelsohn, Moritz, 'F' S. & M. Michelsohn, ☎ M 5190, Isestr. 45 — [152, 1080, 460, 1110]
directory-entry: — W., Steuersekr., Pfanenweg 37, ☒ 33 — [486, 641, 729, 656]
directory-entry: Mielsch, Alfr., Koch, Salzmannstr. 8, ☒ 35 — [1158, 1101, 1416, 1116]
directory-entry: Miebrodt, A., Makler, Altonaerstr 8, ☒ 6 — [486, 1302, 734, 1317]
directory-entry: — Philipp, Generalvertr., ☒ El 4068, Paulstr. 10, ☒ 1 — [152, 310, 464, 340]
directory-entry: Michelsen, Nicolaus, Krankenträger, Eil-beckal 72, ☒ 23 — [152, 190, 468, 220]
directory-entry: ⊙ A. Hermann Miehe G. m. b. H., IR, Feinkost-Vertretungen, BCto: Vereinsb., PSch: 54570, ☎ Ha 1012 N 1, Brandsende 15/17, ☒ 1, Geschäftsf.: Alexander Miehe — [822, 319, 1129, 399]
directory-entry: — F., Schedestr. 6, Nr. 76, ☒ 20 — [486, 1333, 681, 1347]
directory-entry: — M., Kaufm., Heilkamp 39, ☒ 31 — [486, 1609, 696, 1624]
directory-entry: Miegge, A., Arbtr., Lindenallee 20, H. 3, ☒ 19 — [486, 1714, 768, 1729]
directory-entry: Mieck Wwe., Elise, Frickestr. 34, ☒ 20 — [486, 1444, 724, 1459]
directory-entry: — Wwe., G., Baustr. 28, ☒ 25 — [1158, 981, 1338, 996]
header-rule — [170, 174, 1510, 177]
directory-entry: — Th., Möbeltransp., Heidenkampsweg 80, H. 6, ☒ 15 — [152, 475, 469, 505]
directory-entry: Mieke, Frau M., Humboldtstr. 133, ☒ 21 — [822, 1053, 1072, 1068]
directory-column-2 — [486, 190, 804, 2020]
directory-entry: — P., techn. Obersekret., Wachtelstr. 6 — [152, 295, 390, 310]
directory-entry: — G., Schlosser, Süderstr. 130, H. 1, ☒ 35 — [822, 1607, 1081, 1622]
directory-entry: — W., Arbtr., Eichholz 27, ☒ 9 — [152, 536, 337, 551]
directory-entry: Micolci, Diederich, Sprachlehrer, Rosenbrock 6, ☒ 20 — [486, 671, 799, 701]
directory-entry: Miehner, R., Arbtr., Wendenstr. 439, H. 1 — [822, 963, 1075, 978]
directory-entry: Miehle, Egidius, Maschinist, Hammerbrookstrasse 54, H. 2, ☒ 15 — [822, 549, 1136, 579]
directory-entry: — Frl. Luna, Alsterdorferstr. 88, ☒ 39 — [486, 1474, 720, 1489]
directory-entry: — Wwe., Georg, Frau Professor, Dr., Gr.-Borstel, Brückwiesenstr. 19 — [1158, 490, 1457, 520]
directory-entry: — W., Schreiber, Stormarnerstr. 21, ☒ 22 — [822, 1637, 1077, 1652]
directory-entry: — Carl, Kranführer. Billw. Neuedeich 155 — [1158, 235, 1415, 250]
directory-entry: Micklisch, Gustav, elektrotechn. Installation, BCto: C.-u. P.-B., ☎ No 7907, Eppendorferweg 1, ☒ 19 — [486, 536, 802, 566]
directory-entry: — M., Bankbeamt., Gärtnerstr. 124, ☒ 30 — [1158, 740, 1414, 755]
directory-entry: — R., Schlachter, Humboldtstr. 98, ☒ 21 — [152, 370, 401, 385]
directory-entry: — Herm., Vertreter, Stoeckhardtstr. 74 — [822, 1008, 1063, 1023]
directory-entry: — Frau H., Schneiderin, Schwenckestr. 27 — [486, 1459, 749, 1474]
directory-entry: — Max, Kellner, Lienhardstr. 7, ☒ 33 — [1158, 785, 1385, 800]
directory-entry: Mick, R., Tapezier, Mesterkamp 22, ☒ 22 — [486, 370, 740, 385]
directory-entry: — Wilh. F., Handl.-Geh., Damerowsweg 2 — [152, 611, 407, 626]
directory-entry: — G., Werkmstr., ☎ El 2606, Haidberg 1 — [486, 400, 739, 415]
directory-entry: — Wwe., L., Güntherstr. 98, Mths., ☒ 24 — [152, 1710, 401, 1725]
directory-entry: Middendorff, C., Gasarbtr., Curienstr. 10 — [486, 1039, 737, 1054]
directory-entry: — Wwe., Emilie, Victoriastr. 37, ☒ 15 — [1158, 310, 1389, 325]
directory-entry: — Otto, Buchhalter, Eimsbüttelerchaussee 140/142, ☒ 19 — [152, 235, 415, 265]
directory-entry: — Wwe., Joh., Grabenstr. 24, ☒ 6 — [486, 1024, 691, 1039]
directory-entry: Mieritz, A., Elektriker, Tarpenbeckstr. 71 — [1158, 1620, 1411, 1635]
